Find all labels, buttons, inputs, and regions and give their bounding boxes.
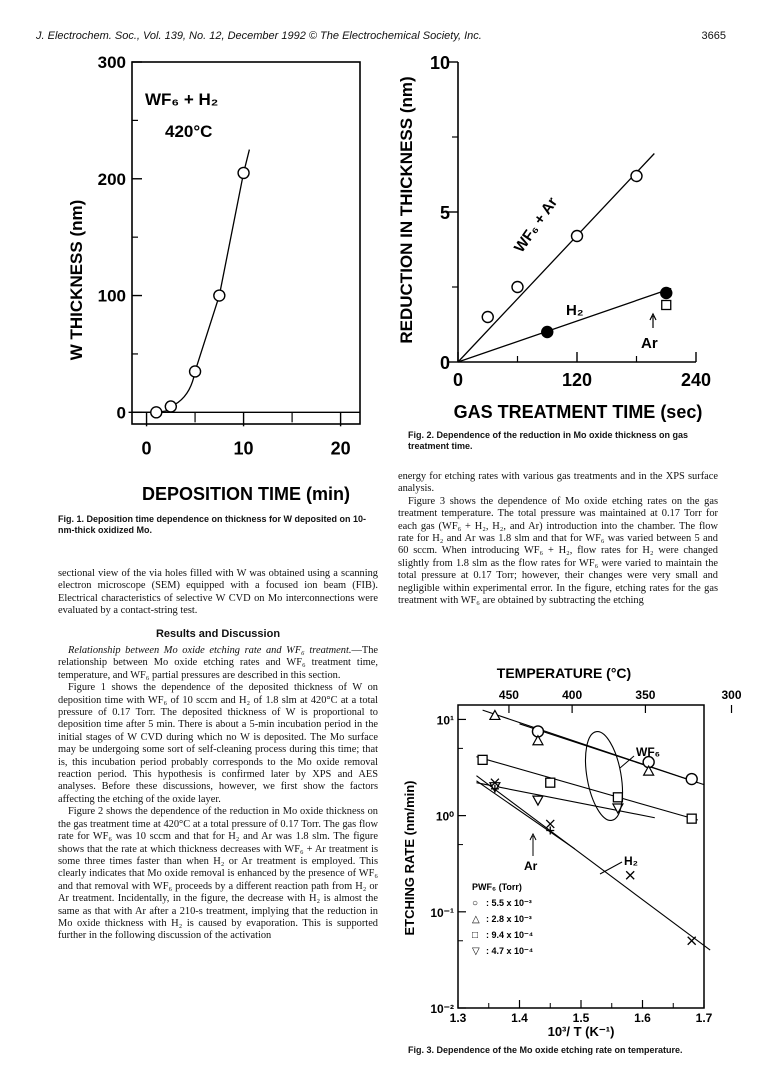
- legend-symbol-triangle: △: [472, 914, 480, 925]
- fig3-plot-frame: [458, 705, 704, 1008]
- left-column-body: [58, 645, 378, 943]
- fig2-wf6ar-point: [631, 171, 642, 182]
- section-heading: Results and Discussion: [155, 628, 281, 640]
- fig3-y-axis-label: ETCHING RATE (nm/min): [402, 780, 417, 936]
- fig1-y-tick-label: 100: [97, 286, 126, 306]
- fig2-wf6ar-point: [482, 312, 493, 323]
- paragraph: Figure 1 shows the dependence of the deposited thickness of W on deposition time with WF₆ of 10 sccm and H₂ of 1.8 slm at 420°C at a total pressure of 0.17 Torr. The deposited thickness of W is proportional to deposition time after 5 min. There is about a 5-min incubation period in the initial stages of W CVD during which no W is deposited. The Mo surface may be undergoing some sort of self-cleaning process during this time; that is, this incubation period probably corresponds to the Mo oxide removal reaction period. This hypothesis is confirmed later by XPS and AES analyses. Before these discussions, however, we first show the factors affecting the etching of the oxide layer.: [58, 682, 378, 805]
- fig3-h2-leader: [600, 862, 622, 874]
- journal-citation: J. Electrochem. Soc., Vol. 139, No. 12, December 1992 © The Electrochemical Society, Inc.: [36, 30, 482, 42]
- fig1-y-axis-label: W THICKNESS (nm): [67, 199, 86, 361]
- fig3-top-tick-label: 350: [635, 688, 656, 702]
- fig3-x-tick-label: 1.6: [634, 1011, 651, 1025]
- fig3-point-inverted-triangle: [533, 796, 543, 805]
- fig1-x-tick-label: 10: [233, 438, 254, 459]
- subsection-text: —The relationship between Mo oxide etching rates and WF₆ treatment time, temperature, and WF₆ partial pressures are described in this section.: [58, 645, 378, 681]
- fig3-fit-line-2: [483, 710, 698, 783]
- fig3-top-tick-label: 300: [721, 688, 742, 702]
- fig2-y-tick-label: 10: [429, 53, 450, 73]
- fig3-label-h2: H₂: [624, 854, 638, 868]
- paragraph: Figure 3 shows the dependence of Mo oxide etching rates on the gas treatment temperature. The total pressure was maintained at 0.17 Torr for each gas (WF₆ + H₂, H₂, and Ar) introduction into the chamber. The flow rate for H₂ and Ar was 1.8 slm and that for WF₆ was varied between 5 and 60 sccm. When introducing WF₆ + H₂, flow rates for H₂ were changed slightly from 1.8 slm as the flow rates for WF₆ were varied to maintain the total pressure at 0.17 Torr; however, their changes were very small and negligible within experimental error. In the figure, etching rates for the gas treatment with WF₆ are obtained by subtracting the etching: [398, 495, 718, 607]
- running-header: [36, 30, 726, 42]
- fig1-annotation-gas: WF₆ + H₂: [145, 90, 219, 109]
- fig2-y-tick-label: 5: [439, 203, 450, 223]
- fig3-label-ar: Ar: [524, 859, 538, 873]
- fig2-h2-point: [661, 288, 672, 299]
- figure-3-caption: Fig. 3. Dependence of the Mo oxide etching rate on temperature.: [408, 1045, 683, 1055]
- fig3-x-tick-label: 1.4: [511, 1011, 528, 1025]
- fig3-top-tick-label: 400: [562, 688, 583, 702]
- fig3-ar-arrow: [530, 834, 536, 856]
- legend-symbol-inverted-triangle: ▽: [472, 946, 480, 957]
- figure-3-chart: [396, 658, 742, 1044]
- fig1-annotation-temp: 420°C: [165, 122, 213, 141]
- fig2-x-tick-label: 0: [452, 370, 464, 390]
- legend-text-1: : 5.5 x 10⁻³: [486, 898, 532, 908]
- fig3-wf6-group-ellipse: [579, 729, 628, 824]
- fig3-point-square: [613, 793, 622, 802]
- fig3-x-tick-label: 1.7: [695, 1011, 713, 1025]
- figure-1-caption: Fig. 1. Deposition time dependence on thickness for W deposited on 10-nm-thick oxidized Mo.: [58, 514, 367, 535]
- fig2-series-label-wf6ar: WF₆ + Ar: [510, 194, 562, 256]
- fig1-y-tick-label: 200: [97, 169, 126, 189]
- fig1-data-point: [238, 167, 249, 178]
- paragraph: sectional view of the via holes filled with W was obtained using a scanning electron microscope (SEM) equipped with a focused ion beam (FIB). Electrical characteristics of selective W CVD on Mo interconnections were evaluated by a contact-string test.: [58, 568, 378, 617]
- fig1-data-point: [214, 290, 225, 301]
- fig3-y-tick-label: 10⁰: [435, 809, 454, 824]
- subsection-title: Relationship between Mo oxide etching rate and WF₆ treatment.: [68, 645, 352, 656]
- figure-2-chart: [396, 50, 736, 430]
- fig3-point-triangle: [533, 736, 543, 745]
- legend-text-2: : 2.8 x 10⁻³: [486, 914, 532, 924]
- fig2-x-axis-label: GAS TREATMENT TIME (sec): [453, 402, 703, 422]
- fig3-point-h2-cross: [626, 871, 634, 879]
- fig1-x-tick-label: 0: [141, 438, 152, 459]
- fig3-legend: [472, 898, 533, 957]
- fig1-data-point: [151, 407, 162, 418]
- fig2-h2-point: [542, 327, 553, 338]
- fig3-top-tick-label: 450: [498, 688, 519, 702]
- fig3-y-tick-label: 10⁻²: [430, 1002, 454, 1016]
- fig2-series-label-ar: Ar: [641, 335, 658, 352]
- fig2-ar-point: [662, 301, 671, 310]
- paragraph: Figure 2 shows the dependence of the reduction in Mo oxide thickness on the gas treatment time at 420°C at a total pressure of 0.17 Torr. The gas flow rate for WF₆ was 10 sccm and that for H₂ and Ar was 1.8 slm. The figure shows that the rate at which thickness decreases with WF₆ + Ar treatment is some three times faster than when H₂ or Ar treatment is employed. This clearly indicates that Mo oxide removal is enhanced by the presence of WF₆ and that removal with WF₆ proceeds by a different reaction path from H₂ or Ar treatment. Incidentally, in the figure, the decrease with H₂ is almost the same as that with Ar after a 210-s treatment, implying that the reduction in Mo oxide thickness with H₂ is caused by evaporation. This is supported further in the following discussion of the activation: [58, 806, 378, 942]
- legend-text-3: : 9.4 x 10⁻⁴: [486, 930, 534, 940]
- paragraph: energy for etching rates with various gas treatments and in the XPS surface analysis.: [398, 471, 718, 495]
- fig3-fit-line-3: [476, 757, 697, 820]
- fig1-x-axis-label: DEPOSITION TIME (min): [141, 484, 351, 504]
- figure-2-caption: Fig. 2. Dependence of the reduction in Mo oxide thickness on gas treatment time.: [408, 430, 689, 451]
- fig3-y-tick-label: 10¹: [436, 713, 454, 728]
- legend-symbol-circle: ○: [472, 898, 479, 909]
- fig2-h2-fit: [458, 289, 671, 363]
- fig2-y-tick-label: 0: [439, 353, 450, 373]
- fig3-x-axis-label: 10³/ T (K⁻¹): [547, 1024, 615, 1039]
- figure-1-chart: [50, 50, 380, 510]
- fig1-y-tick-label: 0: [116, 403, 126, 423]
- fig2-wf6ar-point: [512, 282, 523, 293]
- fig2-series-label-h2: H₂: [566, 302, 584, 319]
- fig2-x-tick-label: 120: [561, 370, 593, 390]
- fig3-top-axis-label: TEMPERATURE (°C): [496, 665, 632, 681]
- fig3-legend-title: PWF₆ (Torr): [472, 882, 522, 892]
- fig1-y-tick-label: 300: [97, 53, 126, 72]
- fig3-point-square: [546, 778, 555, 787]
- fig2-wf6ar-point: [572, 231, 583, 242]
- fig1-data-point: [165, 401, 176, 412]
- fig3-point-square: [478, 755, 487, 764]
- fig3-fit-line-6: [476, 781, 574, 849]
- fig3-point-h2-cross: [688, 937, 696, 945]
- fig3-point-square: [687, 814, 696, 823]
- fig1-plot-frame: [132, 62, 360, 424]
- fig3-x-tick-label: 1.5: [572, 1011, 590, 1025]
- fig2-x-tick-label: 240: [680, 370, 712, 390]
- legend-symbol-square: □: [472, 930, 479, 941]
- page-number: 3665: [701, 30, 726, 42]
- fig3-y-tick-label: 10⁻¹: [430, 905, 454, 920]
- fig3-x-tick-label: 1.3: [449, 1011, 467, 1025]
- fig2-y-axis-label: REDUCTION IN THICKNESS (nm): [397, 76, 416, 344]
- fig2-wf6ar-fit: [458, 154, 654, 363]
- fig1-x-tick-label: 20: [330, 438, 351, 459]
- fig3-point-circle: [686, 774, 697, 785]
- left-paragraph-1: [58, 568, 378, 618]
- right-column-body: [398, 471, 718, 607]
- fig3-label-wf6: WF₆: [636, 745, 661, 759]
- legend-text-4: : 4.7 x 10⁻⁴: [486, 946, 534, 956]
- fig1-data-point: [190, 366, 201, 377]
